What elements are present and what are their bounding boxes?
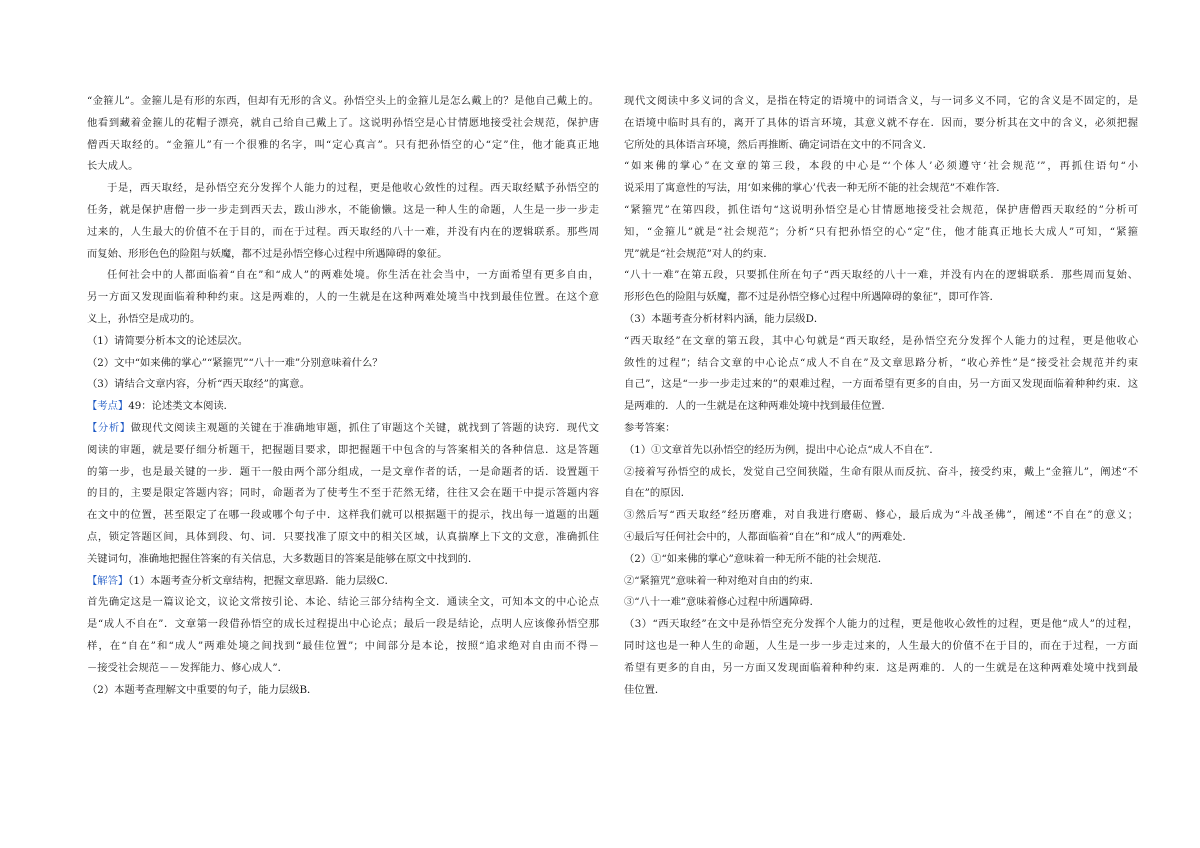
text-line [624,244,1138,266]
line-text: 样，在“自在”和“成人”两难处境之间找到“最佳位置”；中间部分是本论，按照“追求绝对自由而不得－ [87,639,599,652]
left-column [87,91,599,701]
text-line [624,440,1138,462]
text-line [624,636,1138,658]
line-text: 长大成人。 [87,160,139,173]
text-line [624,178,1138,200]
line-text: “金箍儿”。金箍儿是有形的东西，但却有无形的含义。孙悟空头上的金箍儿是怎么戴上的？是他自己戴上的。 [87,95,599,107]
line-text: 敛性的过程”；结合文章的中心论点“成人不自在”及文章思路分析，“收心养性”是“接受社会规范并约束 [624,356,1138,369]
line-text: 任何社会中的人都面临着“自在”和“成人”的两难处境。你生活在社会当中，一方面希望有更多自由， [107,269,599,282]
text-line [87,592,599,614]
line-text: 义上，孙悟空是成功的。 [87,312,201,325]
line-text: 自己”，这是“一步一步走过来的”的艰难过程，一方面希望有更多的自由，另一方面又发现面临着种种约束．这 [624,378,1138,391]
line-text: （1）①文章首先以孙悟空的经历为例，提出中心论点“成人不自在”． [624,443,940,456]
text-line [624,265,1138,287]
text-line [87,287,599,309]
text-line [624,113,1138,135]
line-text: ④最后写任何社会中的，人都面临着“自在”和“成人”的两难处． [624,530,913,543]
text-line [624,374,1138,396]
text-line [87,156,599,178]
line-text: ②“紧箍咒”意味着一种对绝对自由的约束． [624,574,820,587]
text-line [624,614,1138,636]
text-line [624,287,1138,309]
text-line [624,396,1138,418]
line-text: （3）“西天取经”在文中是孙悟空充分发挥个人能力的过程，更是他收心敛性的过程，更是他“成人”的过程， [624,618,1138,631]
text-line [87,374,599,396]
line-text: ③“八十一难”意味着修心过程中所遇障碍． [624,596,820,609]
line-text: 阅读的审题，就是要仔细分析题干，把握题目要求，即把握题干中包含的与答案相关的各种信息．这是答题 [87,443,599,456]
line-text: 的第一步，也是最关键的一步．题干一般由两个部分组成，一是文章作者的话，一是命题者的话．设置题干 [87,465,599,478]
line-text: （2）文中“如来佛的掌心”“紧箍咒”“八十一难”分别意味着什么？ [87,356,383,369]
right-column [624,91,1138,701]
line-text: 自在”的原因． [624,487,692,500]
line-text: 在语境中临时具有的，离开了具体的语言环境，其意义就不存在．因而，要分析其在文中的含义，必须把握 [624,116,1138,129]
text-line [624,527,1138,549]
text-line [624,91,1138,113]
line-text: 在文中的位置，甚至限定了在哪一段或哪个句子中．这样我们就可以根据题干的提示，找出每一道题的出题 [87,509,599,522]
section-tag: 【考点】 [87,400,129,413]
line-text: 而复始、形形色色的险阻与妖魔，都不过是孙悟空修心过程中所遇障碍的象征。 [87,247,448,260]
line-text: ②接着写孙悟空的成长，发觉自己空间狭隘，生命有限从而反抗、奋斗，接受约束，戴上“金箍儿”，阐述“不 [624,465,1138,478]
line-text: 形形色色的险阻与妖魔，都不过是孙悟空修心过程中所遇障碍的象征”，即可作答． [624,291,1000,304]
text-line [87,178,599,200]
text-line [624,200,1138,222]
line-text: 知，“金箍儿”就是“社会规范”；分析“只有把孙悟空的心“定”住，他才能真正地长大成人”可知，“紧箍 [624,225,1138,238]
line-text: 关键词句，准确地把握住答案的有关信息，大多数题目的答案是能够在原文中找到的． [87,552,479,565]
text-line [87,505,599,527]
line-text: 49：论述类文本阅读． [128,400,234,413]
text-line [87,658,599,680]
text-line [87,636,599,658]
line-text: 僧西天取经的。“金箍儿”有一个很雅的名字，叫“定心真言”。只有把孙悟空的心“定”住，他才能真正地 [87,138,599,151]
text-line [87,309,599,331]
text-line [87,680,599,702]
text-line [624,222,1138,244]
line-text: （1）本题考查分析文章结构，把握文章思路．能力层级C． [128,574,395,587]
line-text: 任务，就是保护唐僧一步一步走到西天去，跋山涉水，不能偷懒。这是一种人生的命题，人生是一步一步走 [87,203,599,216]
section-tag: 【分析】 [87,421,131,434]
line-text: 现代文阅读中多义词的含义，是指在特定的语境中的词语含义，与一词多义不同，它的含义是不固定的，是 [624,95,1138,107]
text-line [87,527,599,549]
line-text: －接受社会规范－－发挥能力、修心成人”． [87,661,288,674]
text-line [87,331,599,353]
text-line [87,549,599,571]
line-text: 同时这也是一种人生的命题，人生是一步一步走过来的，人生最大的价值不在于目的，而在于过程，一方面 [624,639,1138,652]
text-line [624,135,1138,157]
text-line [87,200,599,222]
text-line [87,265,599,287]
line-text: 说采用了寓意性的写法，用‘如来佛的掌心’代表一种无所不能的社会规范”不难作答． [624,182,1007,195]
text-line [87,91,599,113]
section-tag: 【解答】 [87,574,129,587]
line-text: 做现代文阅读主观题的关键在于准确地审题，抓住了审题这个关键，就找到了答题的诀窍．现代文 [130,421,599,434]
text-line [87,396,599,418]
line-text: 希望有更多的自由，另一方面又发现面临着种种约束．这是两难的．人的一生就是在这种两难处境中找到最 [624,661,1138,674]
line-text: 咒”就是“社会规范”对人的约束． [624,247,774,260]
line-text: 过来的，人生最大的价值不在于目的，而在于过程。西天取经的八十一难，并没有内在的逻辑联系。那些周 [87,225,599,238]
line-text: （2）①“如来佛的掌心”意味着一种无所不能的社会规范． [624,552,889,565]
text-line [87,135,599,157]
text-line [624,505,1138,527]
line-text: 参考答案： [624,421,676,434]
text-line [624,680,1138,702]
line-text: 佳位置． [624,683,666,696]
line-text: （1）请简要分析本文的论述层次。 [87,334,249,347]
line-text: 点，锁定答题区间，具体到段、句、词．只要找准了原文中的相关区域，认真揣摩上下文的文意，准确抓住 [87,530,599,543]
line-text: 是两难的．人的一生就是在这种两难处境中找到最佳位置． [624,400,892,413]
text-line [624,483,1138,505]
line-text: （3）请结合文章内容，分析“西天取经”的寓意。 [87,378,311,391]
line-text: 它所处的具体语言环境，然后再推断、确定词语在文中的不同含义． [624,138,933,151]
text-line [87,113,599,135]
text-line [87,418,599,440]
text-line [87,614,599,636]
line-text: 他看到藏着金箍儿的花帽子漂亮，就自己给自己戴上了。这说明孙悟空是心甘情愿地接受社会规范，保护唐 [87,116,599,129]
text-line [87,571,599,593]
text-line [87,483,599,505]
text-line [624,353,1138,375]
text-line [87,462,599,484]
line-text: 的目的，主要是限定答题内容；同时，命题者为了使考生不至于茫然无绪，往往又会在题干中提示答题内容 [87,487,599,500]
text-line [624,156,1138,178]
text-line [87,440,599,462]
text-line [624,309,1138,331]
text-line [624,592,1138,614]
text-line [87,244,599,266]
text-line [624,331,1138,353]
line-text: 另一方面又发现面临着种种约束。这是两难的，人的一生就是在这种两难处境当中找到最佳位置。在这个意 [87,291,599,304]
line-text: 首先确定这是一篇议论文，议论文常按引论、本论、结论三部分结构全文．通读全文，可知本文的中心论点 [87,596,599,609]
line-text: 是“成人不自在”．文章第一段借孙悟空的成长过程提出中心论点；最后一段是结论，点明人应该像孙悟空那 [87,618,599,631]
line-text: “西天取经”在文章的第五段，其中心句就是“西天取经，是孙悟空充分发挥个人能力的过程，更是他收心 [624,334,1138,347]
line-text: （2）本题考查理解文中重要的句子，能力层级B． [87,683,318,696]
text-line [624,571,1138,593]
text-line [624,658,1138,680]
line-text: （3）本题考查分析材料内涵，能力层级D． [624,312,825,325]
text-line [87,222,599,244]
line-text: ③然后写“西天取经”经历磨难，对自我进行磨砺、修心，最后成为“斗战圣佛”，阐述“不自在”的意义； [624,509,1138,522]
text-line [624,462,1138,484]
line-text: “如来佛的掌心”在文章的第三段，本段的中心是“‘个体人’必须遵守‘社会规范’”，再抓住语句“小 [624,160,1138,173]
line-text: “紧箍咒”在第四段，抓住语句“这说明孙悟空是心甘情愿地接受社会规范，保护唐僧西天取经的”分析可 [624,203,1138,216]
line-text: “八十一难”在第五段，只要抓住所在句子“西天取经的八十一难，并没有内在的逻辑联系．那些周而复始、 [624,269,1138,282]
line-text: 于是，西天取经，是孙悟空充分发挥个人能力的过程，更是他收心敛性的过程。西天取经赋予孙悟空的 [107,182,599,195]
text-line [624,418,1138,440]
text-line [87,353,599,375]
text-line [624,549,1138,571]
